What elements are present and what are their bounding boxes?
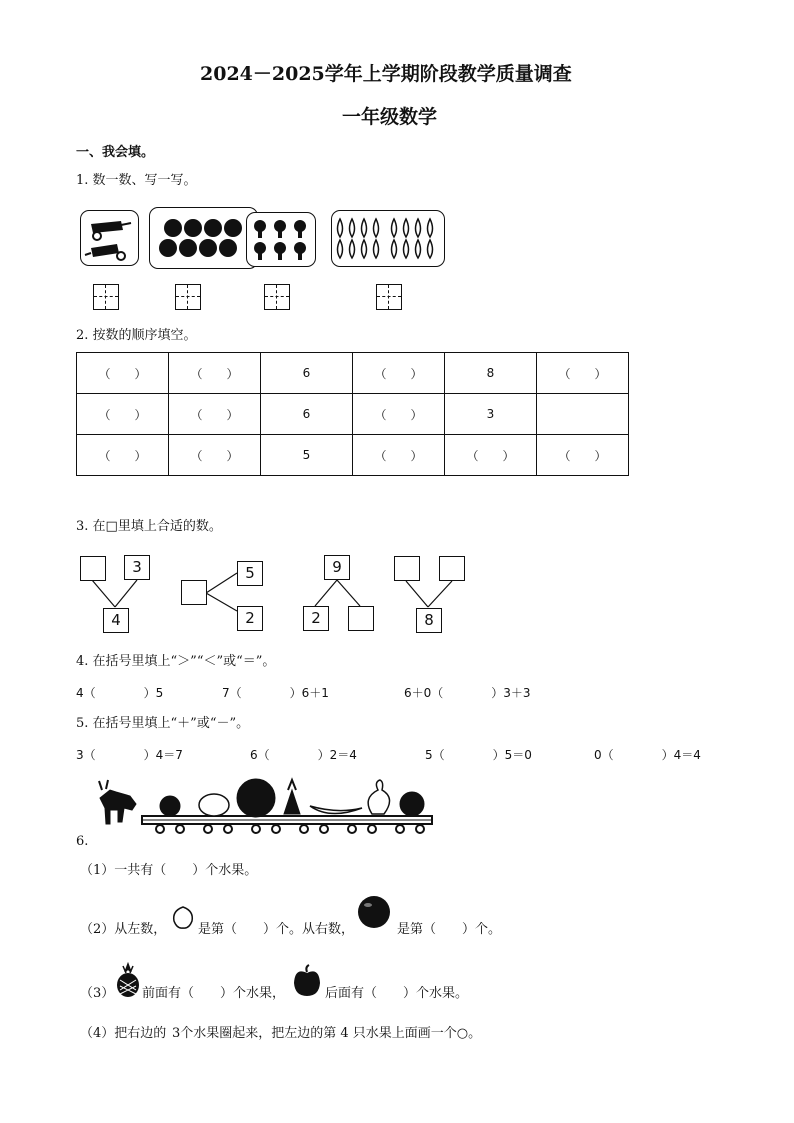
question-6-part-3c: 后面有（ ）个水果。 xyxy=(325,986,469,1001)
tree4-top-left-box[interactable] xyxy=(394,556,420,581)
question-4-label: 4. 在括号里填上“＞”“＜”或“＝”。 xyxy=(76,654,276,669)
table-cell: 8 xyxy=(445,353,537,394)
question-6-part-2b: 是第（ ）个。从右数， xyxy=(198,922,355,937)
tree3-bottom-left-box: 2 xyxy=(303,606,329,631)
table-cell: 5 xyxy=(261,435,353,476)
compare-item[interactable]: 4（ ）5 xyxy=(76,686,164,700)
operator-item[interactable]: 3（ ）4＝7 xyxy=(76,748,183,762)
question-2-label: 2. 按数的顺序填空。 xyxy=(76,328,197,343)
table-cell[interactable]: （ ） xyxy=(77,353,169,394)
table-cell[interactable]: （ ） xyxy=(353,353,445,394)
table-cell: 3 xyxy=(445,394,537,435)
compare-item[interactable]: 6＋0（ ）3＋3 xyxy=(404,686,531,700)
table-cell[interactable]: （ ） xyxy=(77,435,169,476)
tree2-right-top-box: 5 xyxy=(237,561,263,586)
question-6-part-4a: （4）把右边的 xyxy=(80,1026,167,1041)
question-1-label: 1. 数一数、写一写。 xyxy=(76,173,197,188)
tree1-bottom-box: 4 xyxy=(103,608,129,633)
tree3-bottom-right-box[interactable] xyxy=(348,606,374,631)
tree4-bottom-box: 8 xyxy=(416,608,442,633)
tree4-top-right-box[interactable] xyxy=(439,556,465,581)
tree1-top-right-box: 3 xyxy=(124,555,150,580)
fruit-train-illustration xyxy=(96,776,440,838)
question-6-part-2a: （2）从左数， xyxy=(80,922,167,937)
table-cell[interactable]: （ ） xyxy=(445,435,537,476)
question-6-part-3b: 前面有（ ）个水果， xyxy=(142,986,286,1001)
question-6-part-4b: 3个水果圈起来，把左边的第 4 只水果上面画一个○。 xyxy=(172,1026,482,1041)
question-5-label: 5. 在括号里填上“＋”或“－”。 xyxy=(76,716,250,731)
page-subtitle: 一年级数学 xyxy=(342,106,438,128)
table-cell[interactable]: （ ） xyxy=(353,394,445,435)
operator-item[interactable]: 0（ ）4＝4 xyxy=(594,748,701,762)
tree1-top-left-box[interactable] xyxy=(80,556,106,581)
watermelon-icon xyxy=(356,894,392,930)
table-cell: 6 xyxy=(261,394,353,435)
question-3-label: 3. 在□里填上合适的数。 xyxy=(76,519,222,534)
table-cell[interactable]: （ ） xyxy=(169,353,261,394)
peach-icon xyxy=(170,904,196,930)
operator-item[interactable]: 6（ ）2＝4 xyxy=(250,748,357,762)
table-cell: 6 xyxy=(261,353,353,394)
question-6-number: 6. xyxy=(76,834,89,849)
table-cell[interactable]: （ ） xyxy=(77,394,169,435)
table-cell[interactable]: （ ） xyxy=(169,435,261,476)
table-cell[interactable]: （ ） xyxy=(353,435,445,476)
tree2-left-box[interactable] xyxy=(181,580,207,605)
operator-item[interactable]: 5（ ）5＝0 xyxy=(425,748,532,762)
compare-item[interactable]: 7（ ）6＋1 xyxy=(222,686,329,700)
table-cell[interactable]: （ ） xyxy=(537,435,629,476)
question-6-part-3a: （3） xyxy=(80,986,115,1001)
table-cell[interactable]: （ ） xyxy=(169,394,261,435)
section-heading: 一、我会填。 xyxy=(76,145,155,160)
table-cell[interactable]: （ ） xyxy=(537,353,629,394)
page-title: 2024－2025学年上学期阶段教学质量调查 xyxy=(200,63,572,85)
tree3-top-box: 9 xyxy=(324,555,350,580)
question-6-part-1: （1）一共有（ ）个水果。 xyxy=(80,863,258,878)
tree2-right-bottom-box: 2 xyxy=(237,606,263,631)
apple-icon xyxy=(291,964,323,998)
pineapple-icon xyxy=(114,962,142,998)
question-6-part-2c: 是第（ ）个。 xyxy=(397,922,502,937)
